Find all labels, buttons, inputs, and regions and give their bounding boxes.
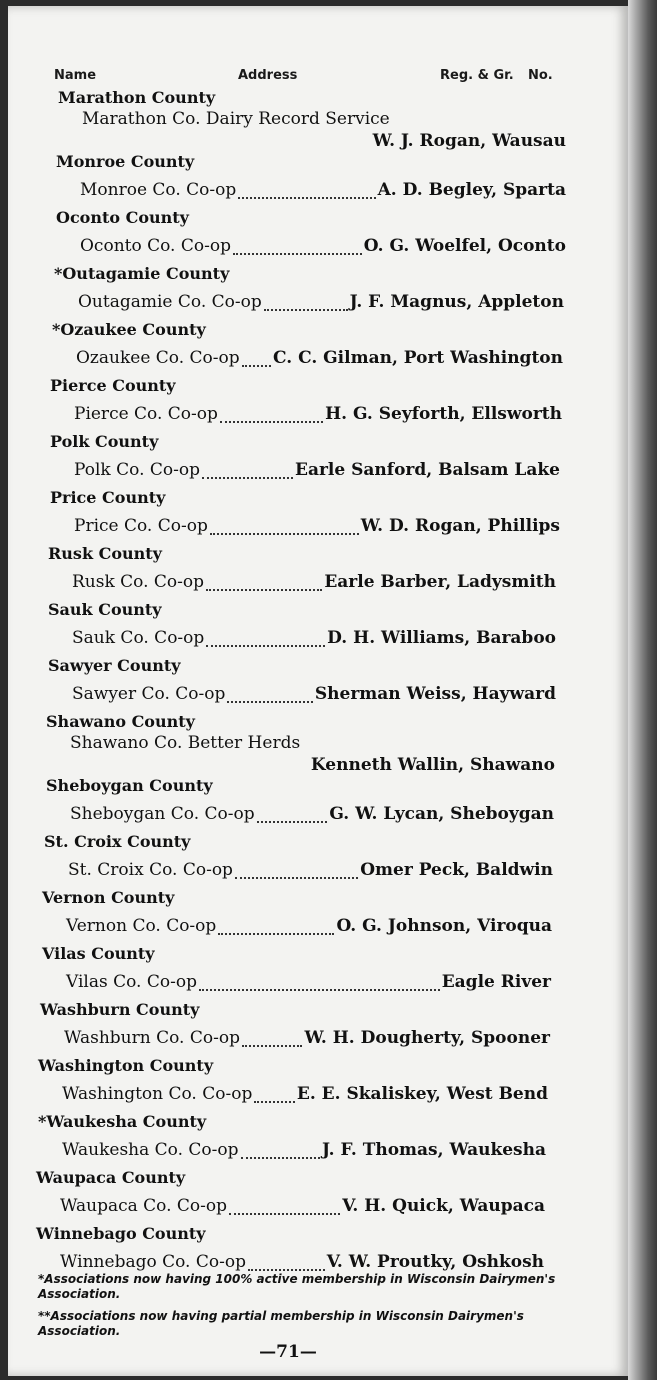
contact-address: V. W. Proutky, Oshkosh bbox=[326, 1252, 544, 1272]
leader-dots bbox=[264, 309, 348, 311]
county-entry bbox=[8, 152, 628, 208]
county-entry bbox=[8, 888, 628, 944]
leader-dots bbox=[206, 645, 325, 647]
contact-address: O. G. Woelfel, Oconto bbox=[363, 236, 566, 256]
association-name: Polk Co. Co-op bbox=[74, 460, 200, 480]
footnote-partial-membership: **Associations now having partial membership in Wisconsin Dairymen's Association. bbox=[38, 1309, 524, 1338]
column-header-address: Address bbox=[238, 68, 298, 83]
book-binding-edge bbox=[628, 0, 657, 1380]
county-entry bbox=[8, 264, 628, 320]
association-name: Washburn Co. Co-op bbox=[64, 1028, 240, 1048]
leader-dots bbox=[233, 253, 362, 255]
contact-address: A. D. Begley, Sparta bbox=[377, 180, 566, 200]
county-name: Sawyer County bbox=[48, 656, 181, 675]
contact-address: V. H. Quick, Waupaca bbox=[342, 1196, 545, 1216]
leader-dots bbox=[241, 1157, 320, 1159]
contact-address: Sherman Weiss, Hayward bbox=[314, 684, 556, 704]
leader-dots bbox=[206, 589, 322, 591]
county-entry bbox=[8, 1000, 628, 1056]
association-name: Rusk Co. Co-op bbox=[72, 572, 205, 592]
leader-dots bbox=[242, 365, 271, 367]
county-entry bbox=[8, 488, 628, 544]
contact-address: W. H. Dougherty, Spooner bbox=[304, 1028, 550, 1048]
county-name: Winnebago County bbox=[36, 1224, 206, 1243]
leader-dots bbox=[199, 989, 440, 991]
county-entry bbox=[8, 600, 628, 656]
leader-dots bbox=[257, 821, 328, 823]
association-name: Marathon Co. Dairy Record Service bbox=[82, 109, 390, 129]
county-name: Washburn County bbox=[40, 1000, 200, 1019]
county-name: Rusk County bbox=[48, 544, 162, 563]
association-name: Outagamie Co. Co-op bbox=[78, 292, 262, 312]
contact-address: C. C. Gilman, Port Washington bbox=[273, 348, 563, 368]
document-page bbox=[8, 6, 628, 1376]
footnote-full-membership: *Associations now having 100% active membership in Wisconsin Dairymen's Association. bbox=[38, 1272, 556, 1301]
leader-dots bbox=[220, 421, 323, 423]
association-name: Vilas Co. Co-op bbox=[66, 972, 197, 992]
county-entry bbox=[8, 776, 628, 832]
contact-address: D. H. Williams, Baraboo bbox=[327, 628, 556, 648]
county-entry bbox=[8, 656, 628, 712]
county-name: Monroe County bbox=[56, 152, 195, 171]
association-name: Vernon Co. Co-op bbox=[66, 916, 217, 936]
contact-address: J. F. Thomas, Waukesha bbox=[321, 1140, 546, 1160]
county-entry bbox=[8, 432, 628, 488]
contact-address: Eagle River bbox=[441, 972, 551, 992]
county-name: Oconto County bbox=[56, 208, 189, 227]
association-name: Oconto Co. Co-op bbox=[80, 236, 231, 256]
leader-dots bbox=[248, 1269, 325, 1271]
association-name: Pierce Co. Co-op bbox=[74, 404, 218, 424]
leader-dots bbox=[218, 933, 334, 935]
contact-address: Earle Sanford, Balsam Lake bbox=[294, 460, 560, 480]
association-name: Sheboygan Co. Co-op bbox=[70, 804, 255, 824]
contact-address: E. E. Skaliskey, West Bend bbox=[296, 1084, 548, 1104]
leader-dots bbox=[202, 477, 293, 479]
association-name: St. Croix Co. Co-op bbox=[68, 860, 233, 880]
contact-address: Omer Peck, Baldwin bbox=[360, 860, 553, 880]
contact-address: H. G. Seyforth, Ellsworth bbox=[325, 404, 562, 424]
county-entry bbox=[8, 944, 628, 1000]
county-entry bbox=[8, 376, 628, 432]
contact-address: G. W. Lycan, Sheboygan bbox=[329, 804, 554, 824]
contact-address: Earle Barber, Ladysmith bbox=[324, 572, 556, 592]
association-name: Washington Co. Co-op bbox=[62, 1084, 253, 1104]
county-entry bbox=[8, 1112, 628, 1168]
contact-address: W. D. Rogan, Phillips bbox=[360, 516, 560, 536]
county-entry bbox=[8, 832, 628, 888]
county-name: Waupaca County bbox=[36, 1168, 186, 1187]
county-name: Vilas County bbox=[42, 944, 155, 963]
leader-dots bbox=[210, 533, 359, 535]
leader-dots bbox=[254, 1101, 295, 1103]
county-name: *Ozaukee County bbox=[52, 320, 206, 339]
association-name: Price Co. Co-op bbox=[74, 516, 208, 536]
association-name: Ozaukee Co. Co-op bbox=[76, 348, 240, 368]
association-name: Waupaca Co. Co-op bbox=[60, 1196, 228, 1216]
county-name: Pierce County bbox=[50, 376, 176, 395]
association-name: Monroe Co. Co-op bbox=[80, 180, 237, 200]
county-name: Sheboygan County bbox=[46, 776, 213, 795]
county-name: Washington County bbox=[38, 1056, 214, 1075]
contact-address: O. G. Johnson, Viroqua bbox=[336, 916, 552, 936]
leader-dots bbox=[229, 1213, 340, 1215]
county-name: Shawano County bbox=[46, 712, 195, 731]
county-list bbox=[8, 88, 628, 1280]
county-entry bbox=[8, 88, 628, 152]
county-name: Sauk County bbox=[48, 600, 162, 619]
leader-dots bbox=[238, 197, 375, 199]
column-header-name: Name bbox=[54, 68, 97, 83]
county-entry bbox=[8, 208, 628, 264]
leader-dots bbox=[227, 701, 313, 703]
county-entry bbox=[8, 712, 628, 776]
association-name: Sauk Co. Co-op bbox=[72, 628, 205, 648]
county-name: *Waukesha County bbox=[38, 1112, 207, 1131]
contact-address: Kenneth Wallin, Shawano bbox=[310, 755, 555, 775]
county-entry bbox=[8, 320, 628, 376]
column-header-row bbox=[8, 68, 628, 88]
leader-dots bbox=[242, 1045, 302, 1047]
leader-dots bbox=[235, 877, 358, 879]
column-header-no: No. bbox=[528, 68, 553, 83]
county-entry bbox=[8, 544, 628, 600]
contact-address: W. J. Rogan, Wausau bbox=[372, 131, 566, 151]
association-name: Winnebago Co. Co-op bbox=[60, 1252, 246, 1272]
county-name: St. Croix County bbox=[44, 832, 191, 851]
column-header-reg-gr: Reg. & Gr. bbox=[440, 68, 514, 83]
county-name: Vernon County bbox=[42, 888, 175, 907]
county-name: Polk County bbox=[50, 432, 159, 451]
county-name: Marathon County bbox=[58, 88, 216, 107]
county-name: Price County bbox=[50, 488, 166, 507]
county-entry bbox=[8, 1168, 628, 1224]
association-name: Shawano Co. Better Herds bbox=[70, 733, 301, 753]
county-name: *Outagamie County bbox=[54, 264, 230, 283]
contact-address: J. F. Magnus, Appleton bbox=[349, 292, 564, 312]
association-name: Waukesha Co. Co-op bbox=[62, 1140, 239, 1160]
page-number: —71— bbox=[259, 1342, 317, 1362]
association-name: Sawyer Co. Co-op bbox=[72, 684, 226, 704]
county-entry bbox=[8, 1056, 628, 1112]
